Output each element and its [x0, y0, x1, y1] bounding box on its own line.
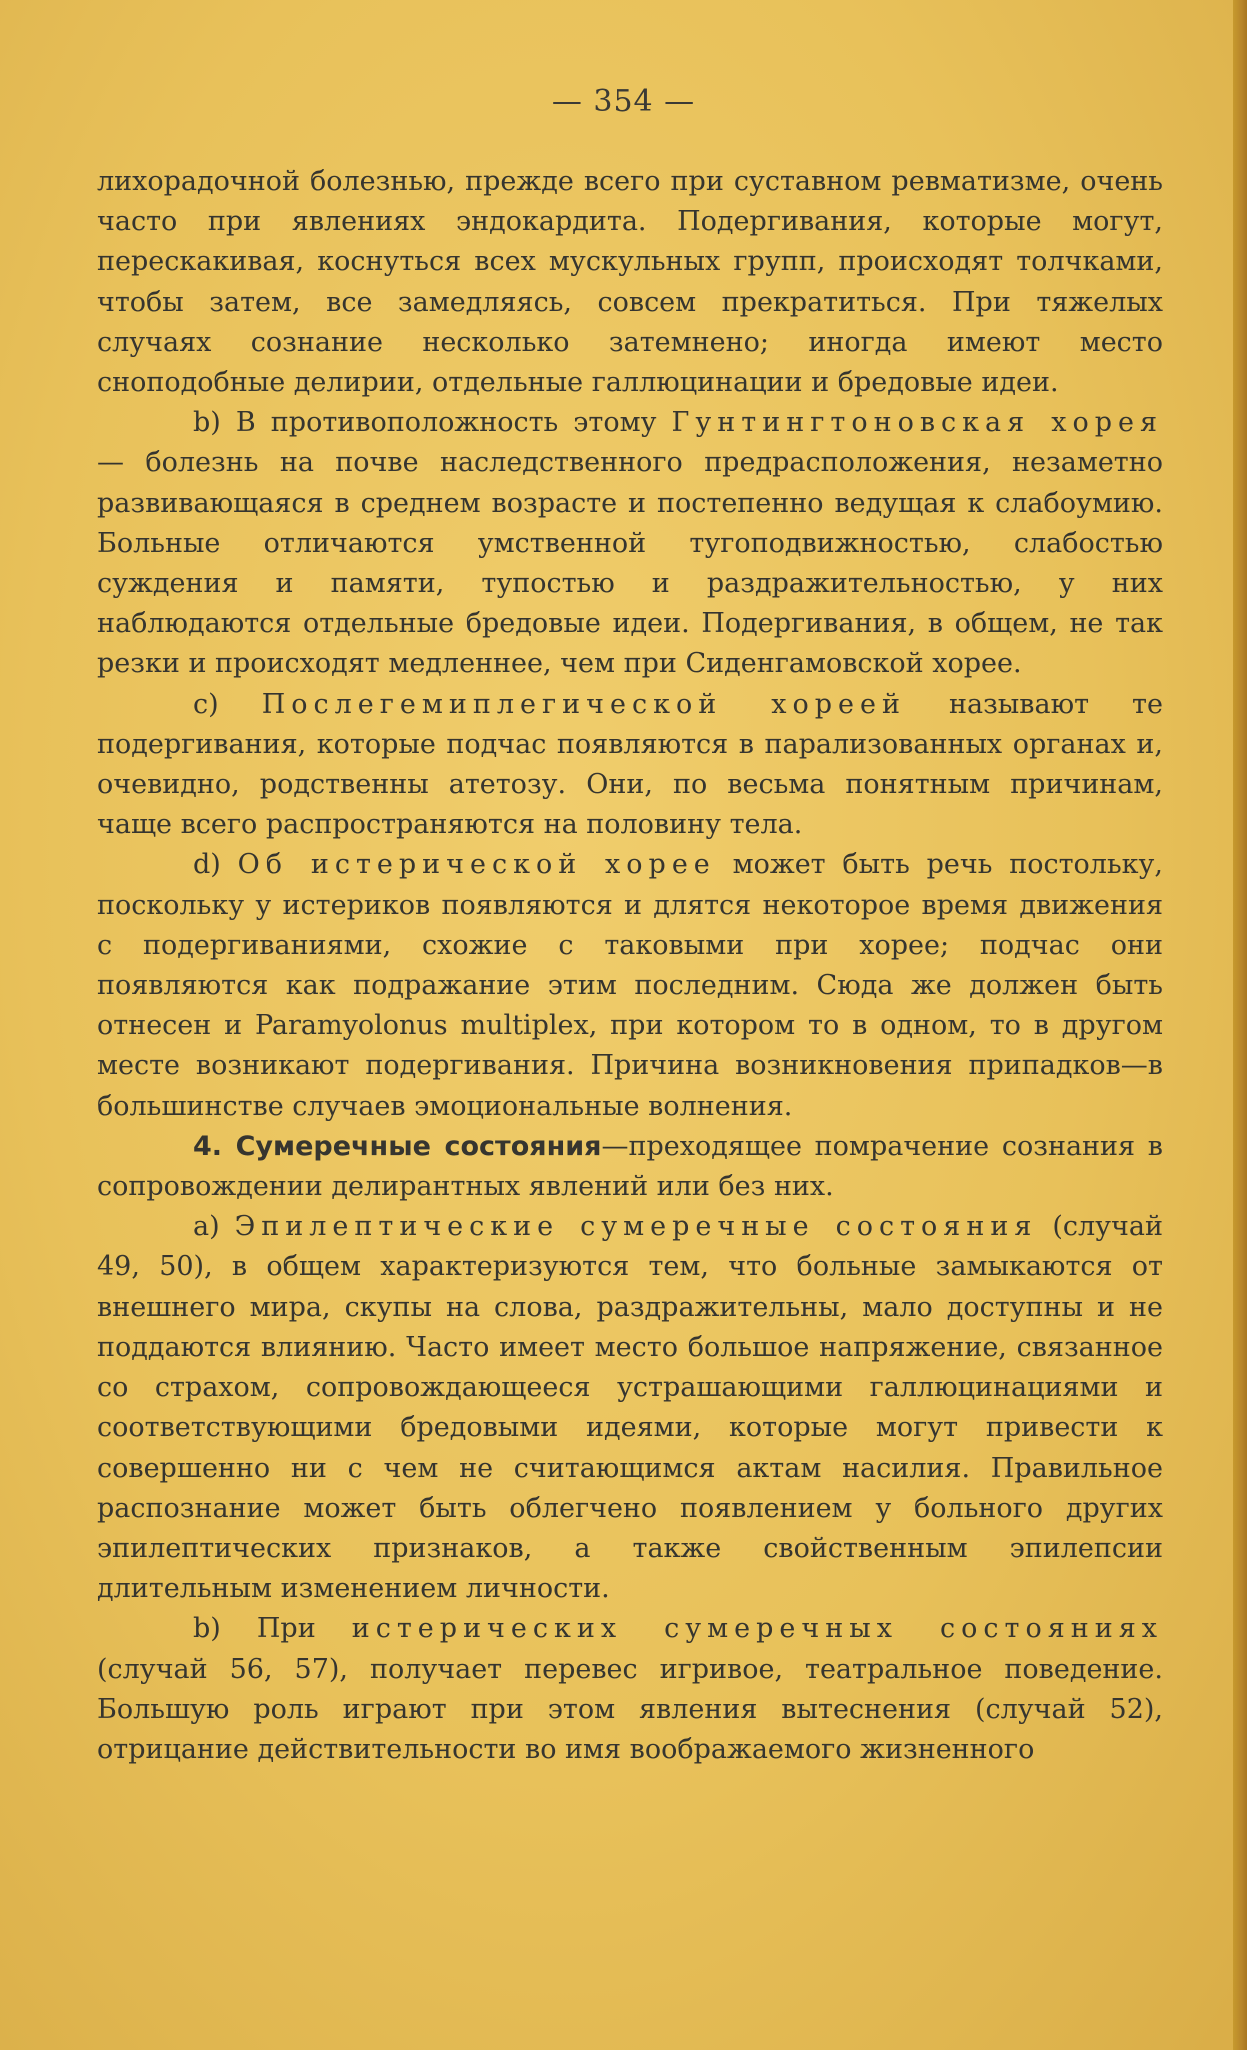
text-run: может быть речь постольку, поскольку у истериков появляются и длятся некоторое время движения с подергиваниями, схожие с таковыми при хорее; подчас они появляются как подражание этим последним. Сюда же должен быть отнесен и Paramyolonus multiplex, при котором то в одном, то в другом месте возникают подергивания. Причина возникновения припадков—в большинстве случаев эмоциональные волнения.	[97, 849, 1164, 1122]
paragraph	[97, 685, 1163, 846]
page-number: — 354 —	[551, 84, 696, 119]
body-text	[97, 162, 1163, 1770]
spaced-term: Послегемиплегической хореей	[261, 688, 906, 720]
text-run: c)	[193, 688, 262, 720]
text-run: лихорадочной болезнью, прежде всего при суставном ревматизме, очень часто при явлениях эндокардита. Подергивания, которые могут, перескакивая, коснуться всех мускульных групп, происходят толчками, чтобы затем, все замедляясь, совсем прекратиться. При тяжелых случаях сознание несколько затемнено; иногда имеют место сноподобные делирии, отдельные галлюцинации и бредовые идеи.	[97, 166, 1163, 399]
page-edge	[1233, 0, 1247, 2050]
spaced-term: Эпилептические сумеречные состояния	[234, 1211, 1038, 1243]
spaced-term: Гунтингтоновская хорея	[671, 407, 1163, 439]
text-run: — болезнь на почве наследственного предрасположения, незаметно развивающаяся в среднем возрасте и постепенно ведущая к слабоумию. Больные отличаются умственной тугоподвижностью, слабостью суждения и памяти, тупостью и раздражительностью, у них наблюдаются отдельные бредовые идеи. Подергивания, в общем, не так резки и происходят медленнее, чем при Сиденгамовской хорее.	[97, 447, 1163, 680]
paragraph	[97, 845, 1163, 1126]
text-run: называют те подергивания, которые подчас появляются в парализованных органах и, очевидно, родственны атетозу. Они, по весьма понятным причинам, чаще всего распространяются на половину тела.	[97, 688, 1163, 841]
text-run: d)	[193, 849, 238, 881]
text-run: a)	[193, 1211, 235, 1243]
text-run: b) При	[193, 1613, 352, 1645]
paragraph	[97, 162, 1163, 403]
text-run: —преходящее помрачение сознания в сопровождении делирантных явлений или без них.	[97, 1130, 1163, 1203]
spaced-term: Об истерической хорее	[237, 849, 716, 881]
text-run: (случай 56, 57), получает перевес игривое, театральное поведение. Большую роль играют при этом явления вытеснения (случай 52), отрицание действительности во имя воображаемого жизненного	[97, 1653, 1163, 1765]
paragraph	[97, 1207, 1163, 1609]
paragraph	[97, 1609, 1163, 1770]
paragraph	[97, 403, 1163, 684]
text-run: b) В противоположность этому	[193, 407, 672, 439]
section-heading: 4. Сумеречные состояния	[193, 1130, 602, 1162]
text-run: (случай 49, 50), в общем характеризуются тем, что больные замыкаются от внешнего мира, скупы на слова, раздражительны, мало доступны и не поддаются влиянию. Часто имеет место большое напряжение, связанное со страхом, сопровождающееся устрашающими галлюцинациями и соответствующими бредовыми идеями, которые могут привести к совершенно ни с чем не считающимся актам насилия. Правильное распознание может быть облегчено появлением у больного других эпилептических признаков, а также свойственным эпилепсии длительным изменением личности.	[97, 1211, 1163, 1605]
paragraph	[97, 1127, 1163, 1207]
spaced-term: истерических сумеречных состояниях	[351, 1613, 1163, 1645]
